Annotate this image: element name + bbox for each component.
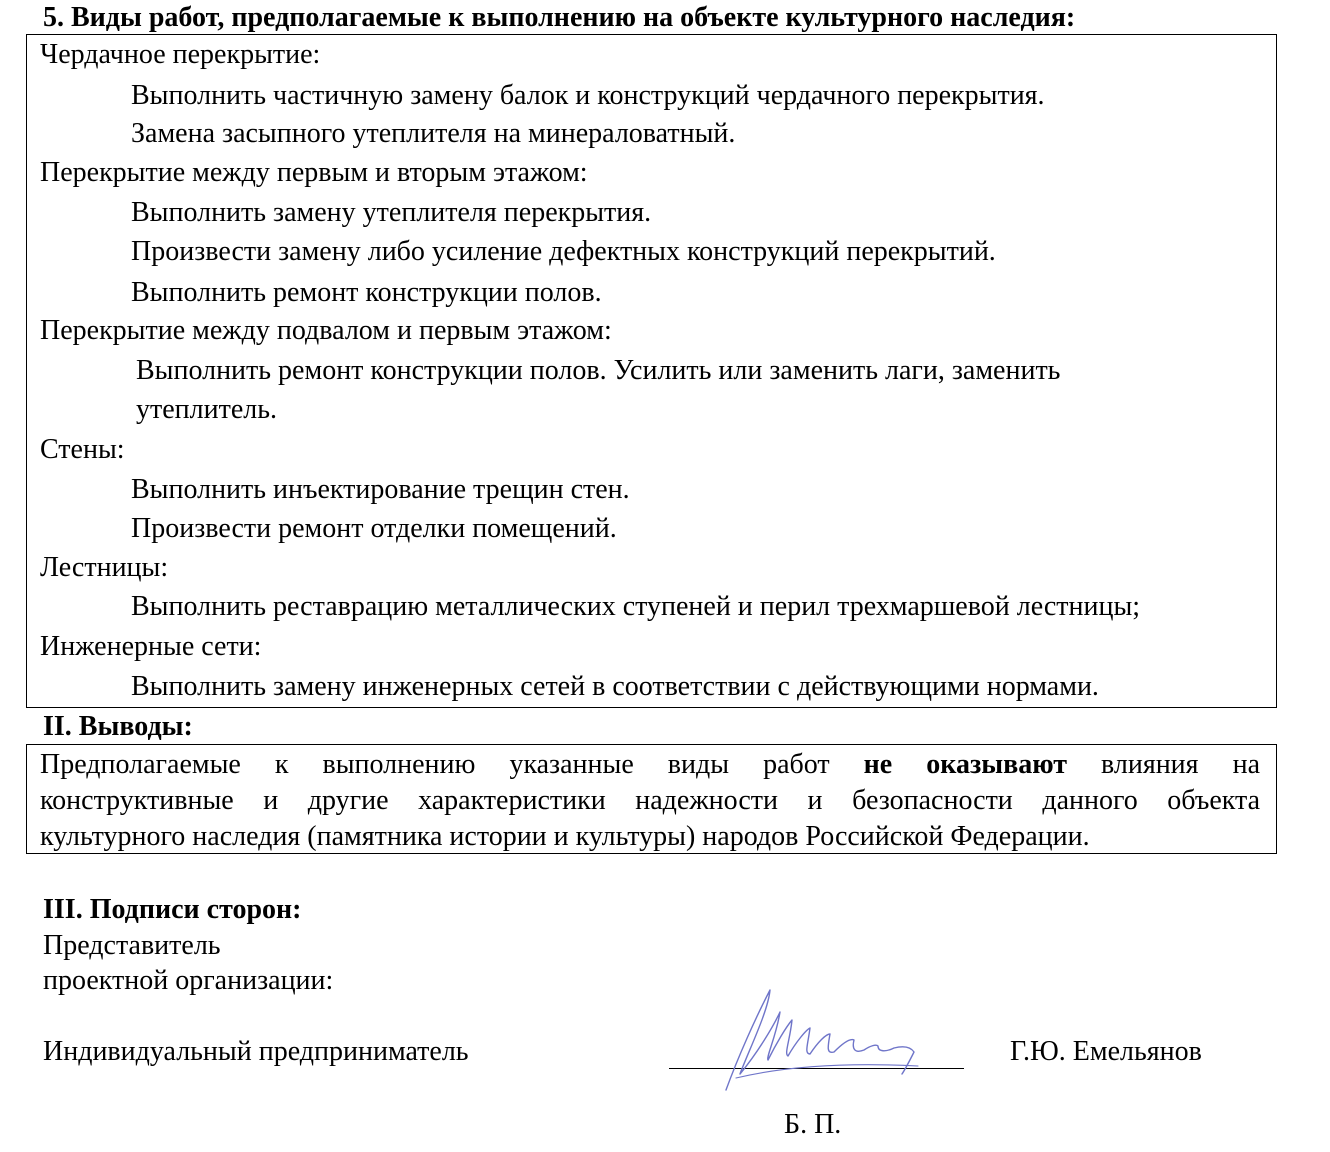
work-task: Выполнить инъектирование трещин стен. xyxy=(131,474,630,505)
work-task: Выполнить ремонт конструкции полов. xyxy=(131,277,602,308)
work-task: Замена засыпного утеплителя на минераловатный. xyxy=(131,118,736,149)
work-heading-basement: Перекрытие между подвалом и первым этажом: xyxy=(40,315,612,346)
section-5-title: 5. Виды работ, предполагаемые к выполнению на объекте культурного наследия: xyxy=(43,2,1076,33)
work-heading-engineering: Инженерные сети: xyxy=(40,631,262,662)
section-2-title: II. Выводы: xyxy=(43,711,193,742)
work-task: Выполнить реставрацию металлических ступеней и перил трехмаршевой лестницы; xyxy=(131,591,1141,622)
organization-label: проектной организации: xyxy=(43,965,334,996)
work-task: утеплитель. xyxy=(136,394,278,425)
work-heading-walls: Стены: xyxy=(40,434,125,465)
representative-label: Представитель xyxy=(43,930,221,961)
work-task: Произвести ремонт отделки помещений. xyxy=(131,513,617,544)
conclusion-emphasis: не оказывают xyxy=(863,749,1067,780)
work-task: Выполнить частичную замену балок и конструкций чердачного перекрытия. xyxy=(131,80,1045,111)
stamp-note: Б. П. xyxy=(784,1109,842,1140)
work-task: Выполнить замену утеплителя перекрытия. xyxy=(131,197,652,228)
signer-position: Индивидуальный предприниматель xyxy=(43,1036,469,1067)
handwritten-signature xyxy=(718,982,928,1092)
conclusion-text: Предполагаемые к выполнению указанные виды работ xyxy=(40,749,864,780)
work-task: Выполнить ремонт конструкции полов. Усилить или заменить лаги, заменить xyxy=(136,355,1061,386)
conclusion-line-3: культурного наследия (памятника истории и культуры) народов Российской Федерации. xyxy=(40,821,1090,852)
conclusion-line-1 xyxy=(40,751,1260,779)
work-heading-stairs: Лестницы: xyxy=(40,552,169,583)
signer-name: Г.Ю. Емельянов xyxy=(1010,1036,1202,1067)
conclusion-line-2: конструктивные и другие характеристики надежности и безопасности данного объекта xyxy=(40,785,1260,816)
conclusion-text: влияния на xyxy=(1066,749,1260,780)
work-heading-attic: Чердачное перекрытие: xyxy=(40,39,321,70)
work-heading-floor-1-2: Перекрытие между первым и вторым этажом: xyxy=(40,157,588,188)
section-3-title: III. Подписи сторон: xyxy=(43,894,302,925)
work-task: Выполнить замену инженерных сетей в соответствии с действующими нормами. xyxy=(131,671,1099,702)
work-task: Произвести замену либо усиление дефектных конструкций перекрытий. xyxy=(131,236,996,267)
